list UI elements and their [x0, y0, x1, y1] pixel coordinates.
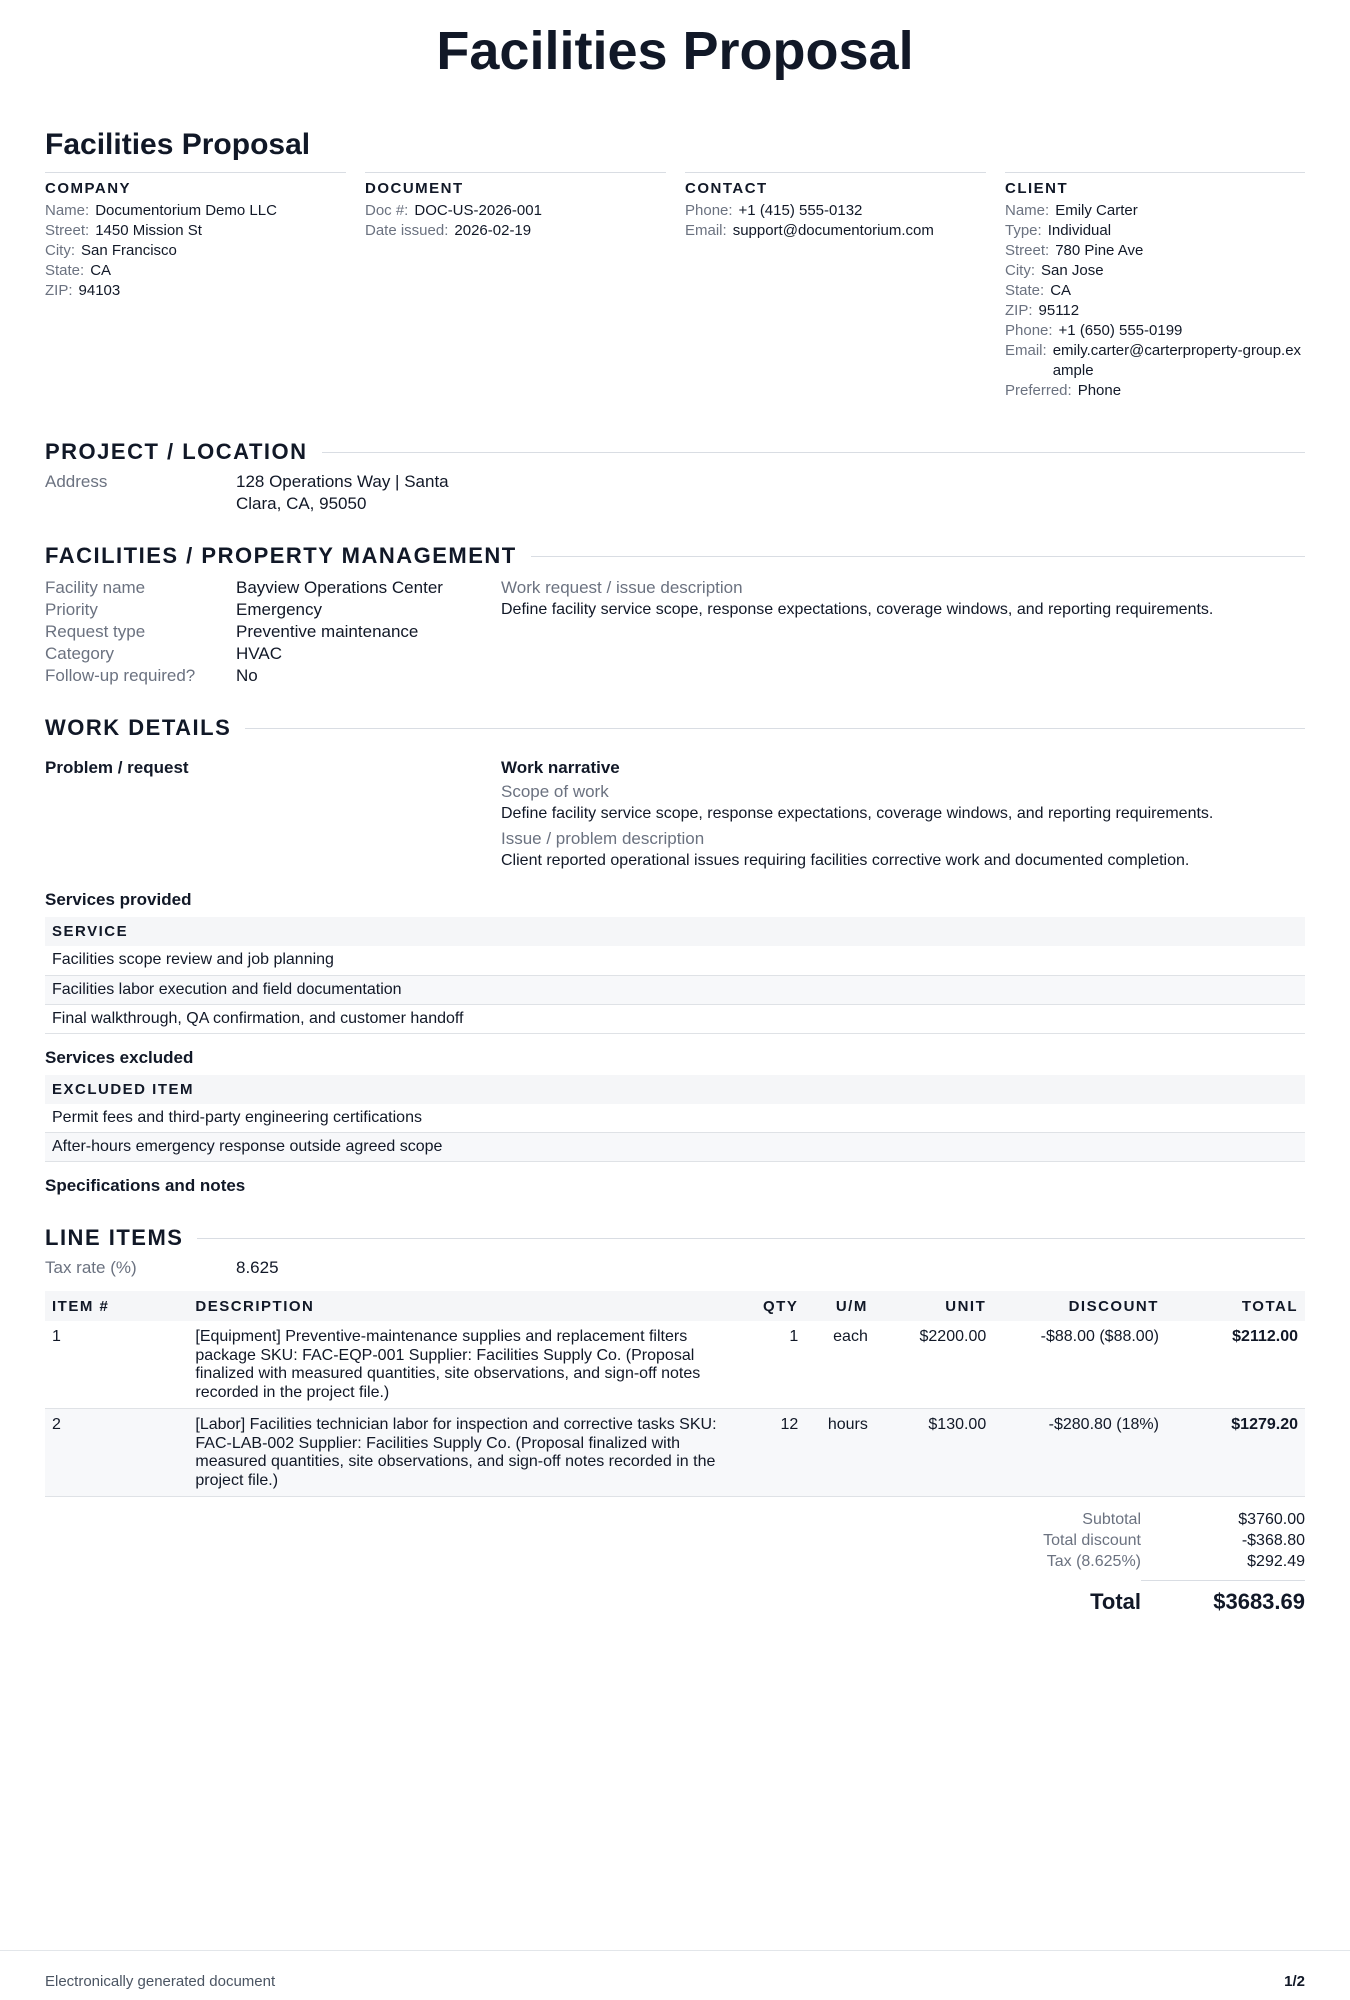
field-value: 94103 — [78, 282, 121, 299]
table-row — [45, 1409, 1305, 1497]
item-discount: -$280.80 (18%) — [993, 1409, 1166, 1497]
work-request-block — [501, 577, 1305, 687]
project-section-heading — [45, 439, 1305, 465]
field-value: support@documentorium.com — [732, 222, 934, 239]
column-header: TOTAL — [1166, 1291, 1305, 1321]
divider — [531, 556, 1305, 557]
field-value: 780 Pine Ave — [1055, 242, 1144, 259]
column-header: DESCRIPTION — [188, 1291, 731, 1321]
line-items-table — [45, 1291, 1305, 1497]
work-details-section-heading — [45, 715, 1305, 741]
item-qty: 1 — [731, 1321, 805, 1409]
grand-total-value: $3683.69 — [1141, 1580, 1305, 1615]
section-heading-text: LINE ITEMS — [45, 1225, 184, 1250]
field-value: San Jose — [1041, 262, 1104, 279]
services-excluded-table — [45, 1075, 1305, 1163]
services-provided-table — [45, 917, 1305, 1034]
client-block — [1005, 172, 1305, 401]
field-value: Individual — [1047, 222, 1112, 239]
divider — [322, 452, 1306, 453]
table-row — [45, 975, 1305, 1004]
table-cell: Facilities scope review and job planning — [45, 946, 1305, 975]
document-subtitle: Facilities Proposal — [45, 128, 311, 161]
field-value: 95112 — [1038, 302, 1080, 319]
item-description: [Labor] Facilities technician labor for inspection and corrective tasks SKU: FAC-LAB-002 Supplier: Facilities Supply Co. (Proposal finalized with measured quantities, site observations, and sign-off notes recorded in the project file.) — [188, 1409, 731, 1497]
field-value: HVAC — [236, 644, 282, 663]
specifications-heading: Specifications and notes — [45, 1176, 246, 1195]
section-heading-text: FACILITIES / PROPERTY MANAGEMENT — [45, 543, 517, 568]
client-zip — [1005, 301, 1305, 321]
field-label: State: — [45, 262, 85, 279]
field-value: Documentorium Demo LLC — [95, 202, 277, 219]
tax-rate — [45, 1257, 1305, 1279]
table-cell: Permit fees and third-party engineering certifications — [45, 1104, 1305, 1133]
facilities-block — [45, 577, 1305, 687]
field-label: Request type — [45, 622, 146, 641]
work-request-text: Define facility service scope, response expectations, coverage windows, and reporting requirements. — [501, 601, 1214, 618]
field-value: Emergency — [236, 600, 322, 619]
field-value: CA — [90, 262, 112, 279]
item-unit-price: $2200.00 — [875, 1321, 993, 1409]
doc-number — [365, 201, 666, 221]
address-line-2: Clara, CA, 95050 — [236, 494, 367, 513]
field-value: 8.625 — [236, 1258, 279, 1277]
issue-label: Issue / problem description — [501, 829, 705, 848]
field-value: $3760.00 — [1238, 1511, 1305, 1528]
field-label: City: — [1005, 262, 1035, 279]
column-header: QTY — [731, 1291, 805, 1321]
company-street — [45, 221, 346, 241]
client-state — [1005, 281, 1305, 301]
page-footer — [0, 1950, 1350, 1990]
table-cell: After-hours emergency response outside agreed scope — [45, 1133, 1305, 1162]
narrative-label: Work narrative — [501, 758, 620, 777]
date-issued — [365, 221, 666, 241]
contact-phone — [685, 201, 986, 221]
column-header: SERVICE — [45, 917, 1305, 946]
page-number: 1/2 — [1284, 1973, 1305, 1990]
field-value: 1450 Mission St — [95, 222, 202, 239]
facility-request-type — [45, 621, 501, 643]
item-number: 2 — [45, 1409, 188, 1497]
column-header: EXCLUDED ITEM — [45, 1075, 1305, 1104]
field-label: Email: — [1005, 342, 1047, 359]
tax-row — [941, 1551, 1305, 1572]
field-label: Address — [45, 472, 108, 491]
field-value: Emily Carter — [1055, 202, 1138, 219]
field-label: ZIP: — [45, 282, 73, 299]
field-value: -$368.80 — [1241, 1532, 1305, 1549]
field-label: Street: — [45, 222, 90, 239]
field-label: Tax rate (%) — [45, 1258, 137, 1277]
section-heading-text: PROJECT / LOCATION — [45, 439, 308, 464]
client-type — [1005, 221, 1305, 241]
field-value: No — [236, 666, 258, 685]
contact-block — [685, 172, 986, 401]
column-header: ITEM # — [45, 1291, 188, 1321]
services-excluded-heading: Services excluded — [45, 1047, 194, 1067]
problem-label: Problem / request — [45, 758, 189, 777]
field-label: Doc #: — [365, 202, 409, 219]
item-qty: 12 — [731, 1409, 805, 1497]
item-um: hours — [805, 1409, 875, 1497]
field-value: +1 (650) 555-0199 — [1058, 322, 1183, 339]
address-line-1: 128 Operations Way | Santa — [236, 472, 449, 491]
item-description: [Equipment] Preventive-maintenance supplies and replacement filters package SKU: FAC-EQP-001 Supplier: Facilities Supply Co. (Proposal finalized with measured quantities, site observations, and sign-off notes recorded in the project file.) — [188, 1321, 731, 1409]
item-total: $1279.20 — [1166, 1409, 1305, 1497]
table-row — [45, 1321, 1305, 1409]
grand-total-label: Total — [1090, 1589, 1141, 1614]
project-address — [45, 471, 1305, 515]
issue-text: Client reported operational issues requiring facilities corrective work and documented completion. — [501, 852, 1190, 869]
facility-name — [45, 577, 501, 599]
client-phone — [1005, 321, 1305, 341]
divider — [245, 728, 1305, 729]
column-header: UNIT — [875, 1291, 993, 1321]
item-number: 1 — [45, 1321, 188, 1409]
totals-block — [45, 1509, 1305, 1615]
company-city — [45, 241, 346, 261]
field-label: Tax (8.625%) — [1046, 1553, 1141, 1570]
page-title: Facilities Proposal — [436, 21, 914, 81]
field-value: CA — [1050, 282, 1072, 299]
item-um: each — [805, 1321, 875, 1409]
contact-heading: CONTACT — [685, 180, 768, 197]
facilities-section-heading — [45, 543, 1305, 569]
table-row — [45, 1004, 1305, 1033]
line-items-section-heading — [45, 1225, 1305, 1251]
item-total: $2112.00 — [1166, 1321, 1305, 1409]
facility-follow-up — [45, 665, 501, 687]
client-city — [1005, 261, 1305, 281]
field-value: $292.49 — [1247, 1553, 1305, 1570]
field-label: Name: — [45, 202, 90, 219]
section-heading-text: WORK DETAILS — [45, 715, 232, 740]
client-email — [1005, 341, 1305, 381]
table-row — [45, 946, 1305, 975]
services-provided-heading: Services provided — [45, 890, 192, 909]
client-heading: CLIENT — [1005, 180, 1069, 197]
subtotal-row — [941, 1509, 1305, 1530]
company-block — [45, 172, 346, 401]
company-state — [45, 261, 346, 281]
column-header: U/M — [805, 1291, 875, 1321]
discount-row — [941, 1530, 1305, 1551]
field-label: Subtotal — [1082, 1511, 1141, 1528]
field-value: Phone — [1077, 382, 1122, 399]
table-header-row — [45, 1075, 1305, 1104]
field-label: Category — [45, 644, 114, 663]
scope-text: Define facility service scope, response expectations, coverage windows, and reporting requirements. — [501, 805, 1214, 822]
table-row — [45, 1104, 1305, 1133]
field-label: Priority — [45, 600, 98, 619]
field-label: Street: — [1005, 242, 1050, 259]
work-details-block — [45, 757, 1305, 871]
field-label: Email: — [685, 222, 727, 239]
table-header-row — [45, 1291, 1305, 1321]
field-value: Preventive maintenance — [236, 622, 419, 641]
divider — [197, 1238, 1305, 1239]
facilities-fields — [45, 577, 501, 687]
field-value — [236, 471, 449, 515]
field-label: Name: — [1005, 202, 1050, 219]
field-label: Total discount — [1043, 1532, 1141, 1549]
document-block — [365, 172, 666, 401]
field-label: Type: — [1005, 222, 1042, 239]
field-label: Facility name — [45, 578, 146, 597]
field-label: City: — [45, 242, 75, 259]
work-request-label: Work request / issue description — [501, 578, 743, 597]
problem-block — [45, 757, 501, 871]
grand-total-row — [941, 1572, 1305, 1615]
field-label: Phone: — [1005, 322, 1053, 339]
table-row — [45, 1133, 1305, 1162]
field-value: Bayview Operations Center — [236, 578, 443, 597]
field-value: +1 (415) 555-0132 — [738, 202, 863, 219]
field-label: State: — [1005, 282, 1045, 299]
field-label: ZIP: — [1005, 302, 1033, 319]
company-zip — [45, 281, 346, 301]
scope-label: Scope of work — [501, 782, 609, 801]
field-value: DOC-US-2026-001 — [414, 202, 542, 219]
column-header: DISCOUNT — [993, 1291, 1166, 1321]
field-label: Date issued: — [365, 222, 449, 239]
table-cell: Final walkthrough, QA confirmation, and customer handoff — [45, 1004, 1305, 1033]
facility-priority — [45, 599, 501, 621]
contact-email — [685, 221, 986, 241]
info-grid — [45, 172, 1305, 401]
field-value: San Francisco — [81, 242, 177, 259]
client-preferred — [1005, 381, 1305, 401]
field-value: emily.carter@carterproperty-group.example — [1052, 342, 1302, 379]
table-cell: Facilities labor execution and field documentation — [45, 975, 1305, 1004]
field-label: Follow-up required? — [45, 666, 196, 685]
company-name — [45, 201, 346, 221]
client-name — [1005, 201, 1305, 221]
item-unit-price: $130.00 — [875, 1409, 993, 1497]
document-page — [45, 0, 1305, 1615]
field-label: Preferred: — [1005, 382, 1072, 399]
narrative-block — [501, 757, 1305, 871]
document-heading: DOCUMENT — [365, 180, 464, 197]
facility-category — [45, 643, 501, 665]
company-heading: COMPANY — [45, 180, 132, 197]
table-header-row — [45, 917, 1305, 946]
client-street — [1005, 241, 1305, 261]
field-value: 2026-02-19 — [454, 222, 532, 239]
item-discount: -$88.00 ($88.00) — [993, 1321, 1166, 1409]
field-label: Phone: — [685, 202, 733, 219]
footer-note: Electronically generated document — [45, 1973, 276, 1990]
